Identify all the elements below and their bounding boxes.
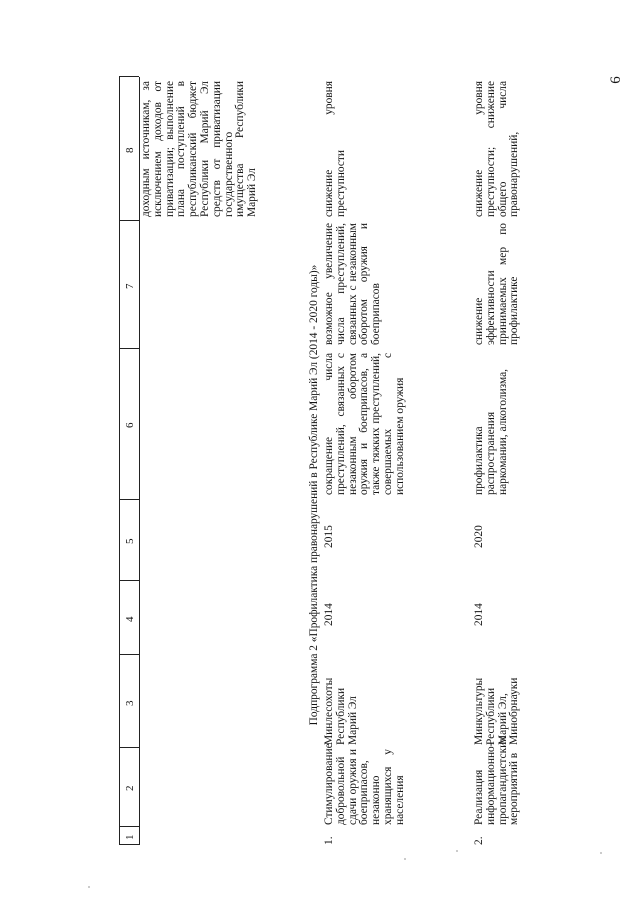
scan-speck — [404, 858, 406, 860]
consequence: возможное увеличение числа преступлений, связанных с незаконным оборотом оружия и боеприпасов — [323, 223, 383, 345]
measure-name: Стимулирование добровольной сдачи оружия и боеприпасов, незаконно хранящихся у населения — [323, 743, 406, 825]
end-year: 2020 — [473, 525, 485, 548]
start-year: 2014 — [323, 603, 335, 626]
column-number: 8 — [124, 147, 136, 153]
column-number: 5 — [124, 538, 136, 544]
measure-name: Реализация информационно-пропагандистских мероприятий в — [473, 736, 521, 825]
start-year: 2014 — [473, 603, 485, 626]
consequence: снижение эффективности принимаемых мер по профилактике — [473, 223, 521, 345]
row-number: 1. — [323, 836, 335, 845]
column-number: 3 — [124, 700, 136, 706]
executor: Минлесохоты Республики Марий Эл — [323, 677, 359, 745]
column-number: 4 — [124, 616, 136, 622]
indicator: снижение уровня преступности; снижение общего числа правонарушений, — [473, 81, 521, 217]
indicator: снижение уровня преступности — [323, 81, 347, 217]
continuation-cell: доходным источникам, за исключением доходов от приватизации; выполнение плана поступлений в республиканский бюджет Республики Марий Эл средств от приватизации государственного имущества Республики Марий Эл — [140, 81, 259, 217]
scan-speck — [600, 852, 602, 854]
subprogram-title: Подпрограмма 2 «Профилактика правонарушений в Республике Марий Эл (2014 - 2020 годы)» — [308, 264, 320, 726]
column-number: 6 — [124, 422, 136, 428]
scan-speck — [88, 886, 90, 888]
scan-speck — [456, 850, 458, 852]
expected-result: сокращение числа преступлений, связанных с незаконным оборотом оружия и боеприпасов, а также тяжких преступлений, совершаемых с использованием оружия — [323, 353, 406, 495]
end-year: 2015 — [323, 525, 335, 548]
expected-result: профилактика распространения наркомании, алкоголизма, — [473, 368, 509, 495]
rotated-document-page — [119, 77, 575, 845]
column-number: 1 — [124, 834, 136, 840]
row-number: 2. — [473, 836, 485, 845]
executor: Минкультуры Республики Марий Эл, Минобрнауки — [473, 677, 521, 745]
page-number: 6 — [607, 76, 624, 84]
column-number: 7 — [124, 283, 136, 289]
column-number: 2 — [124, 785, 136, 791]
